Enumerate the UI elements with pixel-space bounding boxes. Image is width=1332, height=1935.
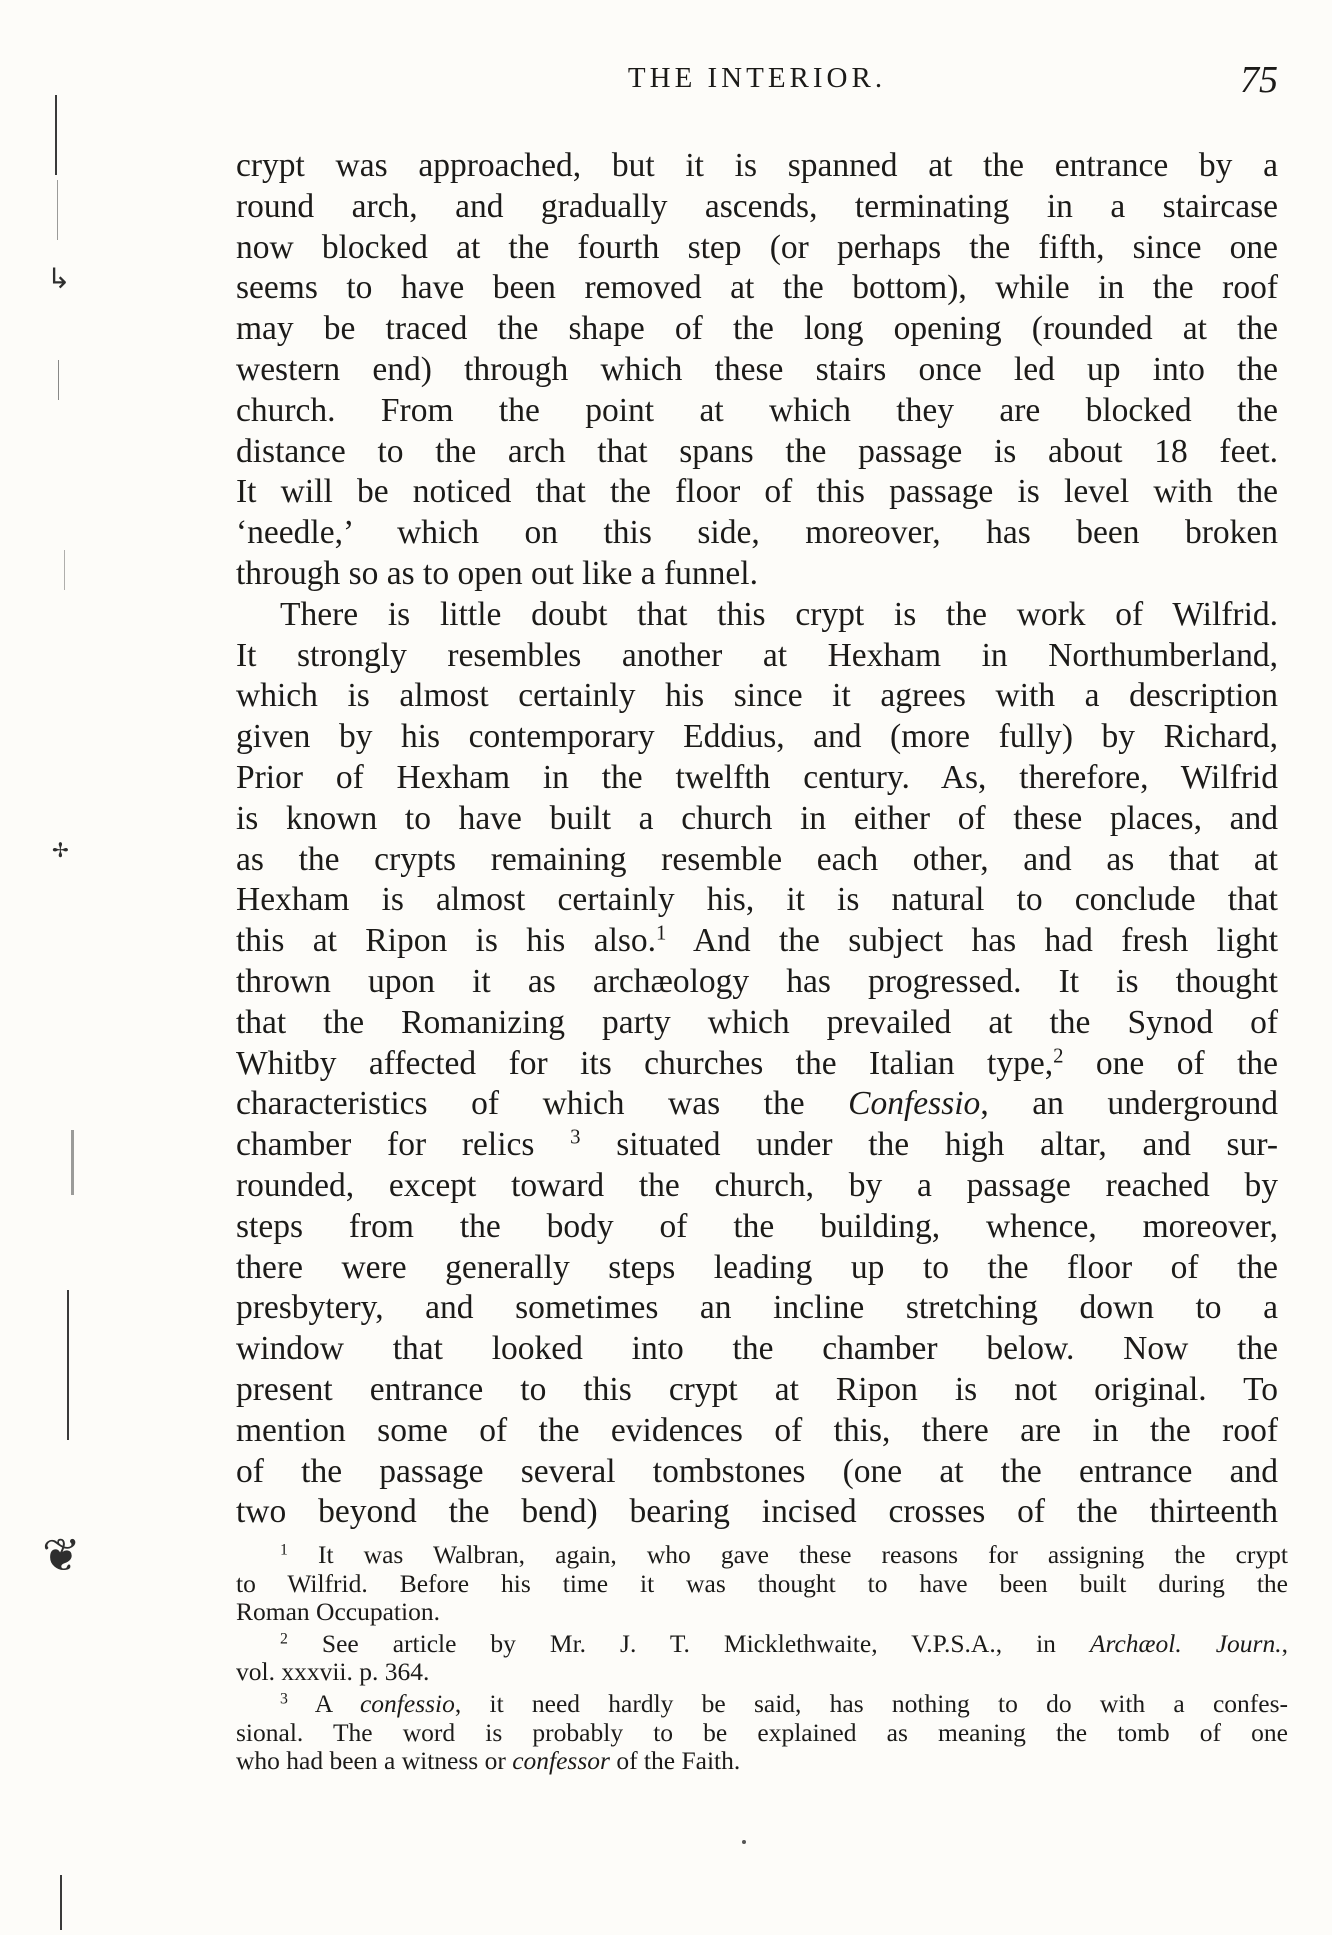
line-text: this at Ripon is his also. — [236, 922, 657, 960]
text-line: western end) through which these stairs once led up into the — [236, 350, 1278, 388]
text-line: church. From the point at which they are blocked the — [236, 391, 1278, 429]
text-line: steps from the body of the building, whence, moreover, — [236, 1207, 1278, 1245]
text-line: Hexham is almost certainly his, it is natural to conclude that — [236, 881, 1278, 919]
text-line: as the crypts remaining resemble each other, and as that at — [236, 840, 1278, 878]
line-text: one of the — [1063, 1044, 1278, 1082]
text-line: now blocked at the fourth step (or perhaps the fifth, since one — [236, 228, 1278, 266]
footnote-text: A — [287, 1688, 360, 1718]
text-line: that the Romanizing party which prevailed at the Synod of — [236, 1003, 1278, 1041]
gutter-mark — [58, 360, 59, 400]
line-text: , an underground — [980, 1085, 1278, 1123]
gutter-mark — [57, 180, 58, 240]
text-line: distance to the arch that spans the passage is about 18 feet. — [236, 432, 1278, 470]
text-line-with-footnote — [236, 921, 1278, 962]
line-text: situated under the high altar, and sur- — [580, 1126, 1278, 1164]
footnote-1 — [236, 1541, 1288, 1627]
gutter-mark — [60, 1875, 62, 1930]
page-header — [236, 59, 1278, 112]
italic-term: confessio — [359, 1688, 455, 1718]
text-line: thrown upon it as archæology has progressed. It is thought — [236, 962, 1278, 1000]
text-line: given by his contemporary Eddius, and (more fully) by Richard, — [236, 718, 1278, 756]
text-line: which is almost certainly his since it agrees with a description — [236, 677, 1278, 715]
footnote-marker: 1 — [280, 1541, 288, 1559]
text-line — [236, 1084, 1278, 1125]
footnote-marker: 3 — [280, 1690, 288, 1708]
footnote-ref-3: 3 — [570, 1125, 581, 1149]
footnote-line: vol. xxxvii. p. 364. — [236, 1657, 430, 1687]
italic-term: confessor — [512, 1746, 610, 1776]
gutter-mark — [64, 550, 65, 590]
text-line: crypt was approached, but it is spanned at the entrance by a — [236, 147, 1278, 184]
footnote-line — [236, 1690, 1288, 1719]
text-line: through so as to open out like a funnel. — [236, 554, 758, 592]
text-line: there were generally steps leading up to the floor of the — [236, 1248, 1278, 1286]
footnote-text: It was Walbran, again, who gave these reasons for assigning the crypt — [287, 1540, 1288, 1569]
footnote-ref-2: 2 — [1053, 1044, 1064, 1068]
text-line: It strongly resembles another at Hexham in Northumberland, — [236, 636, 1278, 674]
footnote-text: who had been a witness or — [236, 1746, 513, 1776]
footnote-line: to Wilfrid. Before his time it was thought to have been built during the — [236, 1568, 1288, 1598]
gutter-mark — [67, 1290, 69, 1440]
text-line-with-footnote — [236, 1125, 1278, 1166]
text-line: Prior of Hexham in the twelfth century. As, therefore, Wilfrid — [236, 758, 1278, 796]
gutter-glyph-icon: ↳ — [47, 262, 71, 295]
text-line: ‘needle,’ which on this side, moreover, has been broken — [236, 514, 1278, 552]
footnote-line — [236, 1630, 1288, 1659]
footnote-text: See article by Mr. J. T. Micklethwaite, V.P.S.A., in — [287, 1628, 1090, 1658]
gutter-glyph-icon: ❦ — [42, 1528, 81, 1582]
page-number: 75 — [1240, 59, 1278, 101]
footnote-ref-1: 1 — [656, 921, 667, 945]
decorative-dot — [742, 1840, 746, 1844]
text-line: of the passage several tombstones (one at the entrance and — [236, 1452, 1278, 1490]
text-line: present entrance to this crypt at Ripon is not original. To — [236, 1370, 1278, 1408]
footnote-text: , — [1281, 1628, 1288, 1658]
text-line: It will be noticed that the floor of this passage is level with the — [236, 473, 1278, 511]
footnote-text: , it need hardly be said, has nothing to do with a confes- — [454, 1688, 1288, 1718]
text-line: seems to have been removed at the bottom), while in the roof — [236, 269, 1278, 307]
footnote-line — [236, 1541, 1288, 1570]
gutter-glyph-icon: ✢ — [52, 838, 69, 862]
footnotes — [236, 1541, 1288, 1776]
gutter-mark — [71, 1130, 74, 1195]
text-line: is known to have built a church in either of these places, and — [236, 799, 1278, 837]
line-text: characteristics of which was the — [236, 1085, 849, 1123]
text-line: round arch, and gradually ascends, terminating in a staircase — [236, 187, 1278, 225]
text-line: may be traced the shape of the long opening (rounded at the — [236, 310, 1278, 348]
running-head: THE INTERIOR. — [627, 62, 887, 94]
journal-title: Archæol. Journ. — [1089, 1628, 1282, 1658]
text-line-with-footnote — [236, 1044, 1278, 1085]
footnote-line — [236, 1747, 1288, 1776]
footnote-line: sional. The word is probably to be explained as meaning the tomb of one — [236, 1717, 1288, 1747]
body-text — [236, 146, 1278, 1533]
footnote-2 — [236, 1630, 1288, 1687]
text-line: rounded, except toward the church, by a passage reached by — [236, 1166, 1278, 1204]
footnote-marker: 2 — [280, 1630, 288, 1648]
text-line: window that looked into the chamber below. Now the — [236, 1330, 1278, 1368]
text-line: mention some of the evidences of this, there are in the roof — [236, 1411, 1278, 1449]
text-line: two beyond the bend) bearing incised crosses of the thirteenth — [236, 1493, 1278, 1531]
line-text: chamber for relics — [236, 1126, 571, 1164]
footnote-line: Roman Occupation. — [236, 1597, 440, 1627]
italic-term: Confessio — [848, 1085, 981, 1123]
footnote-3 — [236, 1690, 1288, 1776]
footnote-text: of the Faith. — [609, 1746, 741, 1776]
line-text: And the subject has had fresh light — [666, 922, 1278, 960]
paragraph-start-line: There is little doubt that this crypt is the work of Wilfrid. — [280, 595, 1278, 633]
line-text: Whitby affected for its churches the Italian type, — [236, 1044, 1054, 1082]
gutter-mark — [55, 95, 57, 175]
text-line: presbytery, and sometimes an incline stretching down to a — [236, 1289, 1278, 1327]
